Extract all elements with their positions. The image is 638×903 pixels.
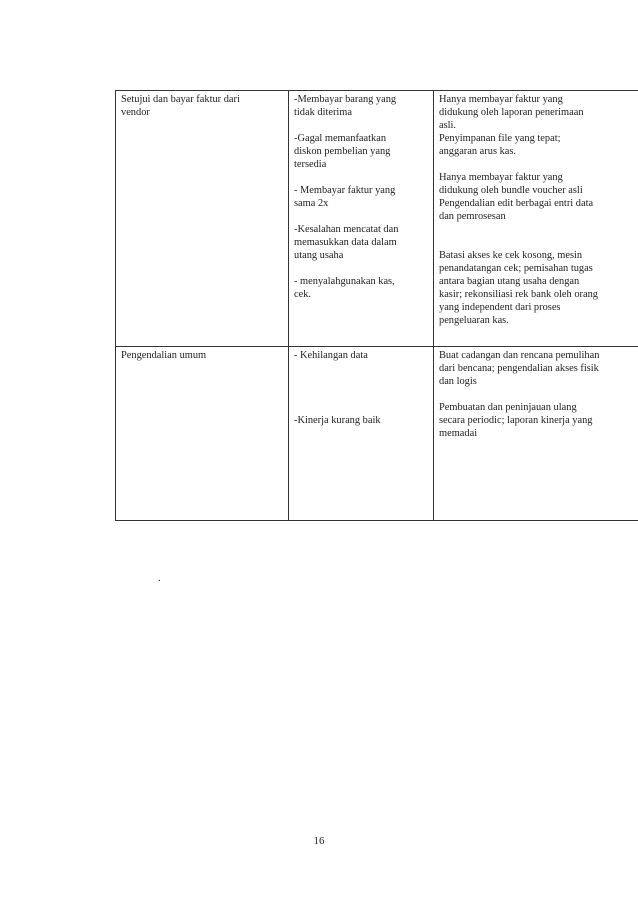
- control-line: secara periodic; laporan kinerja yang: [439, 415, 593, 426]
- stray-mark: .: [158, 572, 161, 584]
- threat-line: -Kinerja kurang baik: [294, 415, 381, 426]
- control-line: anggaran arus kas.: [439, 146, 517, 157]
- activity-cell: [116, 347, 289, 521]
- control-line: antara bagian utang usaha dengan: [439, 276, 580, 287]
- control-line: Hanya membayar faktur yang: [439, 94, 563, 105]
- control-line: dan pemrosesan: [439, 211, 506, 222]
- control-line: Pengendalian edit berbagai entri data: [439, 198, 594, 209]
- threat-line: diskon pembelian yang: [294, 146, 391, 157]
- page-number: 16: [313, 835, 325, 847]
- control-line: pengeluaran kas.: [439, 315, 509, 326]
- threat-line: - menyalahgunakan kas,: [294, 276, 395, 287]
- threat-line: -Kesalahan mencatat dan: [294, 224, 399, 235]
- table-row: [116, 91, 638, 347]
- threat-line: sama 2x: [294, 198, 329, 209]
- table-row: [116, 347, 638, 521]
- threat-line: cek.: [294, 289, 312, 300]
- activity-line: Setujui dan bayar faktur dari: [121, 94, 240, 105]
- control-line: Pembuatan dan peninjauan ulang: [439, 402, 577, 413]
- control-line: kasir; rekonsiliasi rek bank oleh orang: [439, 289, 598, 300]
- control-line: didukung oleh laporan penerimaan: [439, 107, 584, 118]
- activity-cell: [116, 91, 289, 347]
- control-line: dari bencana; pengendalian akses fisik: [439, 363, 599, 374]
- control-line: dan logis: [439, 376, 477, 387]
- control-line: Buat cadangan dan rencana pemulihan: [439, 350, 600, 361]
- threat-line: - Membayar faktur yang: [294, 185, 396, 196]
- threat-line: tersedia: [294, 159, 327, 170]
- control-line: penandatangan cek; pemisahan tugas: [439, 263, 593, 274]
- controls-cell: [434, 347, 638, 521]
- control-line: didukung oleh bundle voucher asli: [439, 185, 583, 196]
- threats-cell: [289, 91, 434, 347]
- threats-cell: [289, 347, 434, 521]
- threat-line: -Gagal memanfaatkan: [294, 133, 387, 144]
- controls-cell: [434, 91, 638, 347]
- controls-table: [115, 90, 638, 521]
- activity-line: vendor: [121, 107, 150, 118]
- control-line: Hanya membayar faktur yang: [439, 172, 563, 183]
- threat-line: tidak diterima: [294, 107, 352, 118]
- threat-line: utang usaha: [294, 250, 344, 261]
- threat-line: - Kehilangan data: [294, 350, 368, 361]
- control-line: memadai: [439, 428, 478, 439]
- control-line: Penyimpanan file yang tepat;: [439, 133, 561, 144]
- control-line: Batasi akses ke cek kosong, mesin: [439, 250, 583, 261]
- control-line: asli.: [439, 120, 457, 131]
- threat-line: -Membayar barang yang: [294, 94, 397, 105]
- activity-line: Pengendalian umum: [121, 350, 207, 361]
- control-line: yang independent dari proses: [439, 302, 561, 313]
- threat-line: memasukkan data dalam: [294, 237, 397, 248]
